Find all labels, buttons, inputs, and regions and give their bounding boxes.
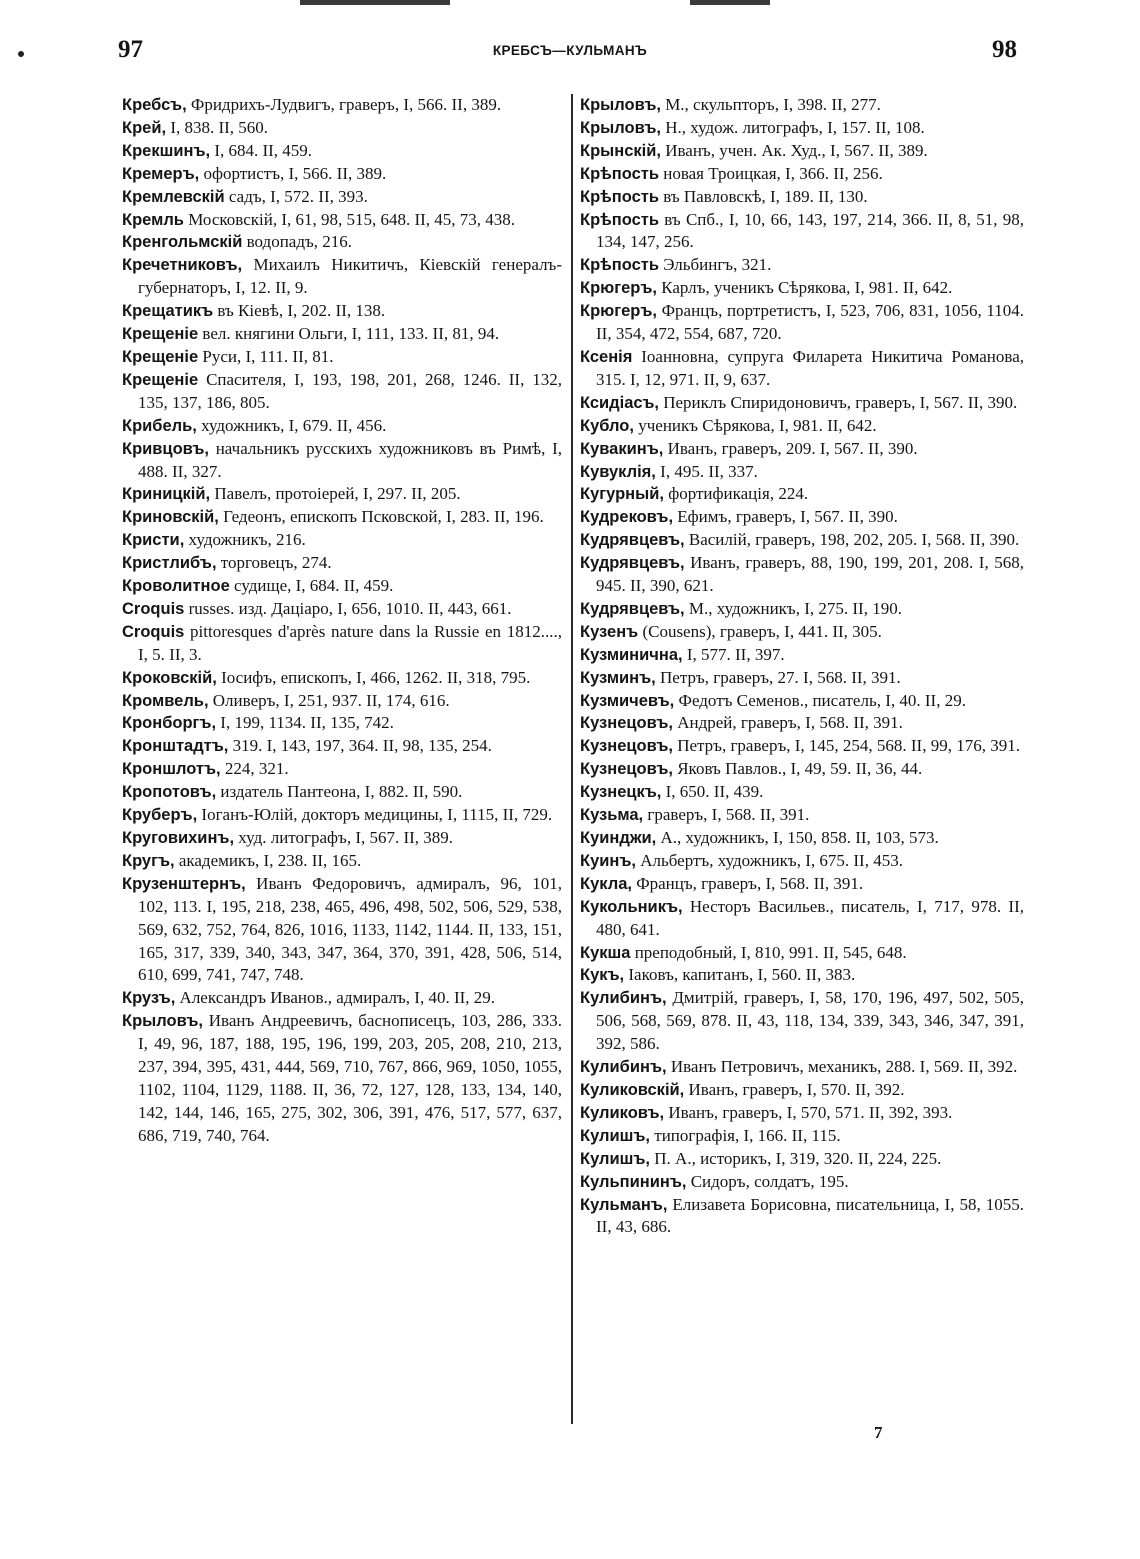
- entry-headword: Кукша: [580, 943, 631, 962]
- entry-references: Иванъ, граверъ, I, 570. II, 392.: [684, 1079, 905, 1099]
- entry-headword: Кузмичевъ,: [580, 691, 675, 710]
- entry-references: П. А., историкъ, I, 319, 320. II, 224, 225.: [650, 1148, 942, 1168]
- entry-references: академикъ, I, 238. II, 165.: [174, 850, 362, 870]
- index-entry: [122, 140, 562, 163]
- index-entry: [580, 254, 1024, 277]
- index-entry: [580, 1079, 1024, 1102]
- entry-references: Іосифъ, епископъ, I, 466, 1262. II, 318, 795.: [216, 667, 531, 687]
- entry-references: Павелъ, протоіерей, I, 297. II, 205.: [210, 484, 461, 504]
- entry-headword: Крещеніе: [122, 370, 199, 389]
- entry-headword: Кукольникъ,: [580, 897, 683, 916]
- entry-references: I, 199, 1134. II, 135, 742.: [216, 713, 394, 733]
- index-entry: [122, 346, 562, 369]
- entry-headword: Крюгеръ,: [580, 279, 657, 298]
- entry-headword: Кроволитное: [122, 577, 230, 596]
- entry-headword: Кронштадтъ,: [122, 737, 229, 756]
- entry-references: типографія, I, 166. II, 115.: [650, 1125, 841, 1145]
- entry-headword: Кузнецовъ,: [580, 737, 673, 756]
- index-entry: [122, 873, 562, 988]
- entry-headword: Крѣпость: [580, 187, 659, 206]
- index-entry: [580, 1148, 1024, 1171]
- index-entry: [580, 392, 1024, 415]
- entry-headword: Кудрявцевъ,: [580, 531, 685, 550]
- entry-references: вел. княгини Ольги, I, 111, 133. II, 81, 94.: [198, 324, 500, 344]
- entry-headword: Крибель,: [122, 416, 197, 435]
- entry-references: Эльбингъ, 321.: [658, 255, 772, 275]
- entry-headword: Кулибинъ,: [580, 989, 667, 1008]
- entry-headword: Кузенъ: [580, 622, 639, 641]
- entry-references: Петръ, граверъ, I, 145, 254, 568. II, 99, 176, 391.: [672, 736, 1020, 756]
- entry-references: М., скульпторъ, I, 398. II, 277.: [660, 95, 881, 114]
- index-entry: [580, 300, 1024, 346]
- entry-references: Ефимъ, граверъ, I, 567. II, 390.: [673, 507, 898, 527]
- index-entry: [580, 94, 1024, 117]
- index-entry: [122, 621, 562, 667]
- entry-headword: Кречетниковъ,: [122, 256, 243, 275]
- entry-headword: Круговихинъ,: [122, 829, 235, 847]
- entry-headword: Кропотовъ,: [122, 783, 217, 802]
- index-entry: [122, 94, 562, 117]
- top-rule-right: [690, 0, 770, 5]
- entry-references: офортистъ, I, 566. II, 389.: [199, 163, 387, 183]
- entry-references: I, 650. II, 439.: [661, 782, 764, 802]
- entry-references: Периклъ Спиридоновичъ, граверъ, I, 567. II, 390.: [658, 392, 1018, 412]
- entry-references: 319. I, 143, 197, 364. II, 98, 135, 254.: [228, 736, 492, 756]
- entry-references: Руси, I, 111. II, 81.: [198, 346, 334, 366]
- entry-references: Іоанновна, супруга Филарета Никитича Романова, 315. I, 12, 971. II, 9, 637.: [596, 346, 1024, 389]
- entry-headword: Кузнецовъ,: [580, 714, 673, 733]
- index-entry: [122, 369, 562, 415]
- index-entry: [580, 483, 1024, 506]
- entry-headword: Кребсъ,: [122, 96, 187, 114]
- entry-references: Иванъ, учен. Ак. Худ., I, 567. II, 389.: [660, 140, 928, 160]
- entry-headword: Кузминична,: [580, 645, 683, 664]
- index-entry: [580, 1171, 1024, 1194]
- index-entry: [122, 987, 562, 1010]
- index-entry: [122, 1010, 562, 1147]
- entry-headword: Кузнецкъ,: [580, 783, 662, 802]
- entry-references: Федотъ Семенов., писатель, I, 40. II, 29.: [674, 690, 966, 710]
- entry-headword: Кулибинъ,: [580, 1058, 667, 1077]
- entry-references: въ Павловскѣ, I, 189. II, 130.: [658, 186, 868, 206]
- entry-headword: Куликовъ,: [580, 1103, 665, 1122]
- index-entry: [122, 506, 562, 529]
- entry-references: Спасителя, I, 193, 198, 201, 268, 1246. II, 132, 135, 137, 186, 805.: [138, 369, 562, 412]
- entry-headword: Кульпининъ,: [580, 1172, 687, 1191]
- entry-headword: Кругъ,: [122, 851, 175, 870]
- entry-headword: Криновскій,: [122, 508, 219, 527]
- entry-references: художникъ, 216.: [184, 530, 306, 550]
- entry-headword: Крещатикъ: [122, 302, 214, 321]
- index-entry: [122, 483, 562, 506]
- index-entry: [122, 552, 562, 575]
- entry-references: садъ, I, 572. II, 393.: [224, 186, 368, 206]
- index-entry: [122, 300, 562, 323]
- signature-mark: 7: [874, 1423, 883, 1442]
- index-entry: [122, 690, 562, 713]
- index-entry: [122, 186, 562, 209]
- entry-headword: Кренгольмскій: [122, 233, 243, 252]
- entry-headword: Кукла,: [580, 874, 632, 893]
- entry-headword: Кремль: [122, 210, 184, 229]
- index-entry: [580, 1056, 1024, 1079]
- entry-references: въ Спб., I, 10, 66, 143, 197, 214, 366. II, 8, 51, 98, 134, 147, 256.: [596, 209, 1024, 252]
- index-entry: [580, 598, 1024, 621]
- entry-headword: Крузъ,: [122, 989, 176, 1008]
- entry-references: Елизавета Борисовна, писательница, I, 58, 1055. II, 43, 686.: [596, 1194, 1024, 1237]
- entry-headword: Кроншлотъ,: [122, 760, 221, 779]
- entry-headword: Кульманъ,: [580, 1195, 668, 1214]
- index-entry: [580, 644, 1024, 667]
- entry-headword: Кристи,: [122, 531, 185, 550]
- entry-references: Альбертъ, художникъ, I, 675. II, 453.: [635, 850, 903, 870]
- entry-headword: Крыловъ,: [122, 1012, 203, 1031]
- page-number-left: 97: [118, 36, 143, 63]
- entry-references: новая Троицкая, I, 366. II, 256.: [658, 163, 883, 183]
- entry-references: Московскій, I, 61, 98, 515, 648. II, 45, 73, 438.: [183, 209, 516, 229]
- entry-headword: Крещеніе: [122, 347, 199, 366]
- index-entry: [122, 323, 562, 346]
- index-entry: [122, 598, 562, 621]
- entry-references: Карлъ, ученикъ Сѣрякова, I, 981. II, 642.: [656, 278, 953, 298]
- entry-references: Гедеонъ, епископъ Псковской, I, 283. II, 196.: [218, 507, 544, 527]
- entry-references: торговецъ, 274.: [216, 553, 332, 573]
- index-entry: [580, 438, 1024, 461]
- index-entry: [122, 850, 562, 873]
- entry-references: I, 838. II, 560.: [166, 117, 269, 137]
- index-entry: [580, 987, 1024, 1056]
- index-entry: [580, 1125, 1024, 1148]
- entry-references: Иванъ Андреевичъ, баснописецъ, 103, 286, 333. I, 49, 96, 187, 188, 195, 196, 199, 203, 205, 208, 210, 213, 237, 394, 395, 431, 444, 569, 710, 767, 866, 969, 1050, 1055, 1102, 1104, 1129, 1188. II, 36, 72, 127, 128, 133, 134, 140, 142, 144, 146, 165, 275, 302, 306, 391, 476, 517, 577, 637, 686, 719, 740, 764.: [138, 1011, 562, 1145]
- entry-headword: Кузьма,: [580, 806, 644, 825]
- entry-headword: Кувуклія,: [580, 462, 656, 481]
- entry-references: I, 684. II, 459.: [210, 140, 313, 160]
- entry-references: въ Кіевѣ, I, 202. II, 138.: [213, 301, 386, 321]
- index-entry: [580, 117, 1024, 140]
- entry-headword: Кузнецовъ,: [580, 760, 673, 779]
- index-entry: [580, 506, 1024, 529]
- entry-references: Іаковъ, капитанъ, I, 560. II, 383.: [624, 965, 856, 985]
- index-entry: [580, 942, 1024, 965]
- entry-references: pittoresques d'après nature dans la Russie en 1812...., I, 5. II, 3.: [138, 621, 562, 664]
- index-entry: [580, 186, 1024, 209]
- entry-headword: Кроковскій,: [122, 668, 217, 687]
- index-entry: [580, 896, 1024, 942]
- entry-headword: Кулишъ,: [580, 1126, 651, 1145]
- index-entry: [580, 827, 1024, 850]
- entry-headword: Куинджи,: [580, 829, 657, 847]
- entry-headword: Криницкій,: [122, 485, 211, 504]
- entry-references: Иванъ, граверъ, I, 570, 571. II, 392, 393.: [664, 1102, 953, 1122]
- index-entry: [580, 804, 1024, 827]
- entry-headword: Крѣпость: [580, 210, 659, 229]
- entry-references: А., художникъ, I, 150, 858. II, 103, 573.: [656, 828, 939, 847]
- entry-headword: Крекшинъ,: [122, 141, 211, 160]
- entry-references: М., художникъ, I, 275. II, 190.: [684, 598, 902, 618]
- index-entry: [580, 621, 1024, 644]
- entry-headword: Ксидіасъ,: [580, 393, 659, 412]
- entry-headword: Кувакинъ,: [580, 439, 664, 458]
- entry-headword: Крѣпость: [580, 164, 659, 183]
- index-entry: [122, 712, 562, 735]
- index-entry: [580, 964, 1024, 987]
- entry-headword: Крѣпость: [580, 256, 659, 275]
- index-entry: [580, 781, 1024, 804]
- entry-references: Іоганъ-Юлій, докторъ медицины, I, 1115, II, 729.: [197, 805, 553, 825]
- index-entry: [580, 690, 1024, 713]
- entry-references: Несторъ Васильев., писатель, I, 717, 978. II, 480, 641.: [596, 896, 1024, 939]
- entry-references: Францъ, граверъ, I, 568. II, 391.: [631, 873, 864, 893]
- index-entry: [580, 758, 1024, 781]
- index-entry: [580, 461, 1024, 484]
- entry-headword: Кудрековъ,: [580, 508, 674, 527]
- entry-headword: Кронборгъ,: [122, 714, 217, 733]
- index-entry: [580, 552, 1024, 598]
- entry-references: I, 577. II, 397.: [682, 644, 785, 664]
- entry-headword: Кугурный,: [580, 485, 664, 504]
- entry-headword: Круберъ,: [122, 806, 198, 825]
- entry-headword: Кривцовъ,: [122, 439, 210, 458]
- entry-references: Фридрихъ-Лудвигъ, граверъ, I, 566. II, 389.: [186, 95, 502, 114]
- entry-headword: Кудрявцевъ,: [580, 554, 685, 573]
- entry-headword: Крей,: [122, 118, 167, 137]
- index-entry: [122, 758, 562, 781]
- top-rule-left: [300, 0, 450, 5]
- index-entry: [122, 735, 562, 758]
- index-entry: [580, 735, 1024, 758]
- entry-headword: Куинъ,: [580, 851, 636, 870]
- entry-references: Н., худож. литографъ, I, 157. II, 108.: [660, 117, 925, 137]
- index-entry: [122, 415, 562, 438]
- entry-references: водопадъ, 216.: [242, 232, 353, 252]
- entry-references: Дмитрій, граверъ, I, 58, 170, 196, 497, 502, 505, 506, 568, 569, 878. II, 43, 118, 134, 339, 343, 346, 347, 391, 392, 586.: [596, 988, 1024, 1054]
- entry-references: художникъ, I, 679. II, 456.: [196, 415, 387, 435]
- index-entry: [580, 1194, 1024, 1240]
- index-entry: [580, 346, 1024, 392]
- index-entry: [122, 575, 562, 598]
- index-entry: [122, 254, 562, 300]
- entry-references: преподобный, I, 810, 991. II, 545, 648.: [630, 942, 907, 962]
- entry-references: Яковъ Павлов., I, 49, 59. II, 36, 44.: [672, 759, 923, 779]
- entry-references: Александръ Иванов., адмиралъ, I, 40. II, 29.: [175, 988, 496, 1008]
- entry-headword: Кудрявцевъ,: [580, 599, 685, 618]
- entry-references: издатель Пантеона, I, 882. II, 590.: [216, 782, 463, 802]
- entry-headword: Кукъ,: [580, 966, 625, 985]
- entry-references: russes. изд. Даціаро, I, 656, 1010. II, 443, 661.: [184, 598, 512, 618]
- entry-headword: Крещеніе: [122, 325, 199, 344]
- index-entry: [580, 163, 1024, 186]
- index-entry: [122, 117, 562, 140]
- entry-headword: Croquis: [122, 599, 185, 618]
- index-entry: [580, 873, 1024, 896]
- entry-headword: Крынскій,: [580, 141, 661, 160]
- index-entry: [580, 415, 1024, 438]
- index-entry: [580, 712, 1024, 735]
- entry-headword: Ксенія: [580, 347, 633, 366]
- index-entry: [580, 1102, 1024, 1125]
- entry-references: I, 495. II, 337.: [655, 461, 758, 481]
- index-entry: [122, 163, 562, 186]
- entry-headword: Крузенштернъ,: [122, 874, 246, 893]
- entry-references: фортификація, 224.: [663, 484, 809, 504]
- entry-headword: Куликовскій,: [580, 1080, 685, 1099]
- entry-references: ученикъ Сѣрякова, I, 981. II, 642.: [633, 415, 877, 435]
- index-entry: [580, 277, 1024, 300]
- entry-references: Иванъ Петровичъ, механикъ, 288. I, 569. II, 392.: [666, 1057, 1018, 1077]
- index-entry: [122, 529, 562, 552]
- entry-headword: Кузминъ,: [580, 668, 656, 687]
- column-divider: [571, 94, 573, 1424]
- index-entry: [580, 667, 1024, 690]
- index-entry: [580, 529, 1024, 552]
- page-number-right: 98: [992, 36, 1017, 63]
- entry-references: 224, 321.: [220, 759, 289, 779]
- index-entry: [122, 438, 562, 484]
- entry-headword: Кремеръ,: [122, 164, 200, 183]
- entry-headword: Кубло,: [580, 416, 634, 435]
- entry-headword: Крыловъ,: [580, 96, 661, 114]
- entry-references: Василій, граверъ, 198, 202, 205. I, 568. II, 390.: [684, 530, 1020, 550]
- entry-headword: Кристлибъ,: [122, 554, 217, 573]
- entry-references: Францъ, портретистъ, I, 523, 706, 831, 1056, 1104. II, 354, 472, 554, 687, 720.: [596, 301, 1024, 344]
- entry-references: Петръ, граверъ, 27. I, 568. II, 391.: [655, 667, 901, 687]
- entry-references: Иванъ, граверъ, 88, 190, 199, 201, 208. I, 568, 945. II, 390, 621.: [596, 553, 1024, 596]
- index-column-left: [122, 94, 562, 1148]
- entry-references: Оливеръ, I, 251, 937. II, 174, 616.: [208, 690, 450, 710]
- entry-references: худ. литографъ, I, 567. II, 389.: [234, 828, 454, 847]
- entry-references: Сидоръ, солдатъ, 195.: [686, 1171, 849, 1191]
- entry-references: Иванъ, граверъ, 209. I, 567. II, 390.: [663, 438, 918, 458]
- entry-headword: Крюгеръ,: [580, 302, 657, 321]
- running-head: КРЕБСЪ—КУЛЬМАНЪ: [492, 43, 648, 58]
- index-entry: [122, 804, 562, 827]
- index-entry: [122, 827, 562, 850]
- entry-references: Андрей, граверъ, I, 568. II, 391.: [672, 713, 903, 733]
- entry-references: граверъ, I, 568. II, 391.: [643, 805, 810, 825]
- index-entry: [122, 209, 562, 232]
- index-entry: [580, 850, 1024, 873]
- entry-references: Михаилъ Никитичъ, Кіевскій генералъ-губернаторъ, I, 12. II, 9.: [138, 255, 562, 298]
- entry-headword: Кромвель,: [122, 691, 209, 710]
- index-entry: [122, 781, 562, 804]
- entry-references: судище, I, 684. II, 459.: [229, 576, 394, 596]
- entry-headword: Croquis: [122, 622, 185, 641]
- entry-headword: Крыловъ,: [580, 118, 661, 137]
- entry-headword: Кремлевскій: [122, 187, 225, 206]
- index-entry: [580, 209, 1024, 255]
- entry-references: начальникъ русскихъ художниковъ въ Римѣ, I, 488. II, 327.: [138, 438, 562, 481]
- entry-references: (Cousens), граверъ, I, 441. II, 305.: [638, 621, 882, 641]
- index-entry: [122, 667, 562, 690]
- index-column-right: [580, 94, 1024, 1239]
- index-entry: [122, 231, 562, 254]
- entry-headword: Кулишъ,: [580, 1149, 651, 1168]
- index-entry: [580, 140, 1024, 163]
- entry-references: Иванъ Федоровичъ, адмиралъ, 96, 101, 102, 113. I, 195, 218, 238, 465, 496, 498, 502, 506, 529, 538, 569, 632, 752, 764, 826, 1016, 1133, 1142, 1144. II, 133, 151, 165, 317, 339, 340, 343, 347, 364, 370, 391, 428, 506, 514, 610, 699, 741, 747, 748.: [138, 873, 562, 985]
